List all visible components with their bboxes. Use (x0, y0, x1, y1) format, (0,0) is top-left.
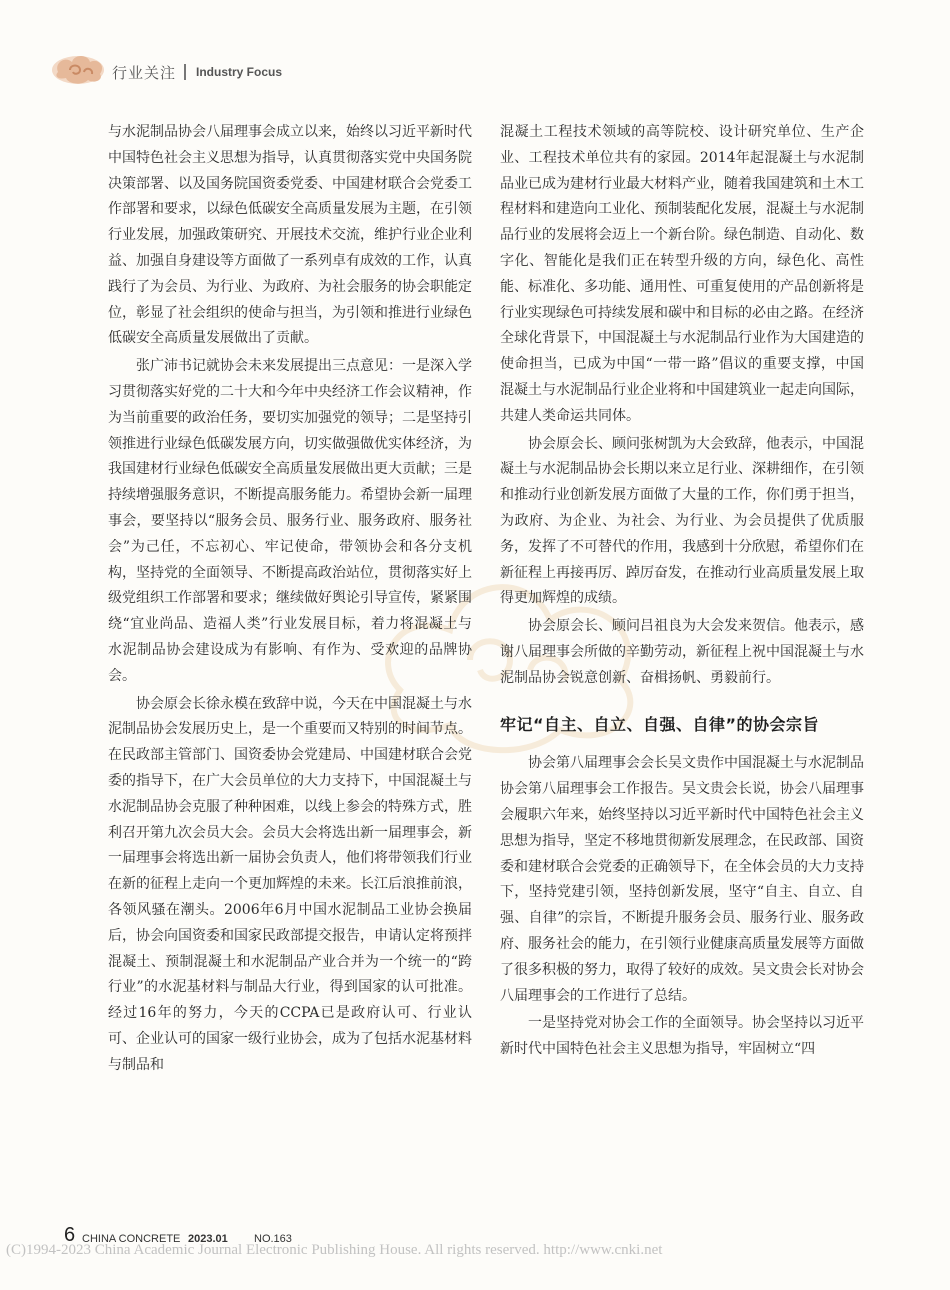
issue-number: NO.163 (254, 1233, 292, 1245)
paragraph: 一是坚持党对协会工作的全面领导。协会坚持以习近平新时代中国特色社会主义思想为指导，牢固树立“四 (500, 1015, 864, 1058)
right-column (500, 120, 864, 1065)
copyright-watermark: (C)1994-2023 China Academic Journal Electronic Publishing House. All rights reserved. http://www.cnki.net (6, 1242, 663, 1258)
paragraph: 协会原会长、顾问张树凯为大会致辞，他表示，中国混凝土与水泥制品协会长期以来立足行业、深耕细作，在引领和推动行业创新发展方面做了大量的工作，你们勇于担当，为政府、为企业、为社会、为行业、为会员提供了优质服务，发挥了不可替代的作用，我感到十分欣慰，希望你们在新征程上再接再厉、踔厉奋发，在推动行业高质量发展上取得更加辉煌的成绩。 (500, 435, 864, 607)
page-header (50, 48, 910, 88)
section-title-cn: 行业关注 (112, 64, 177, 82)
magazine-name: CHINA CONCRETE (82, 1233, 181, 1245)
header-divider (184, 64, 186, 80)
paragraph: 张广沛书记就协会未来发展提出三点意见：一是深入学习贯彻落实好党的二十大和今年中央经济工作会议精神，作为当前重要的政治任务，要切实加强党的领导；二是坚持引领推进行业绿色低碳发展方向，切实做强做优实体经济，为我国建材行业绿色低碳安全高质量发展做出更大贡献；三是持续增强服务意识，不断提高服务能力。希望协会新一届理事会，要坚持以“服务会员、服务行业、服务政府、服务社会”为己任，不忘初心、牢记使命，带领协会和各分支机构，坚持党的全面领导、不断提高政治站位，贯彻落实好上级党组织工作部署和要求；继续做好舆论引导宣传，紧紧围绕“宜业尚品、造福人类”行业发展目标，着力将混凝土与水泥制品协会建设成为有影响、有作为、受欢迎的品牌协会。 (108, 358, 472, 684)
paragraph: 协会原会长徐永模在致辞中说，今天在中国混凝土与水泥制品协会发展历史上，是一个重要而又特别的时间节点。在民政部主管部门、国资委协会党建局、中国建材联合会党委的指导下，在广大会员单位的大力支持下，中国混凝土与水泥制品协会克服了种种困难，以线上参会的特殊方式，胜利召开第九次会员大会。会员大会将选出新一届理事会，新一届理事会将选出新一届协会负责人，他们将带领我们行业在新的征程上走向一个更加辉煌的未来。长江后浪推前浪，各领风骚在潮头。2006年6月中国水泥制品工业协会换届后，协会向国资委和国家民政部提交报告，申请认定将预拌混凝土、预制混凝土和水泥制品产业合并为一个统一的“跨行业”的水泥基材料与制品大行业，得到国家的认可批准。经过16年的努力，今天的CCPA已是政府认可、行业认可、企业认可的国家一级行业协会，成为了包括水泥基材料与制品和 (108, 695, 472, 1073)
auspicious-cloud-logo-icon (50, 48, 110, 88)
page-number: 6 (64, 1224, 76, 1246)
paragraph: 协会原会长、顾问吕祖良为大会发来贺信。他表示，感谢八届理事会所做的辛勤劳动，新征程上祝中国混凝土与水泥制品协会锐意创新、奋楫扬帆、勇毅前行。 (500, 618, 864, 686)
paragraph: 混凝土工程技术领域的高等院校、设计研究单位、生产企业、工程技术单位共有的家园。2014年起混凝土与水泥制品业已成为建材行业最大材料产业，随着我国建筑和土木工程材料和建造向工业化、预制装配化发展，混凝土与水泥制品行业的发展将会迈上一个新台阶。绿色制造、自动化、数字化、智能化是我们正在转型升级的方向，绿色化、高性能、标准化、多功能、通用性、可重复使用的产品创新将是行业实现绿色可持续发展和碳中和目标的必由之路。在经济全球化背景下，中国混凝土与水泥制品行业作为大国建造的使命担当，已成为中国“一带一路”倡议的重要支撑，中国混凝土与水泥制品行业企业将和中国建筑业一起走向国际，共建人类命运共同体。 (500, 124, 864, 424)
issue-date: 2023.01 (188, 1233, 228, 1245)
left-column (108, 120, 472, 1080)
section-heading: 牢记“自主、自立、自强、自律”的协会宗旨 (500, 714, 820, 734)
paragraph: 协会第八届理事会会长吴文贵作中国混凝土与水泥制品协会第八届理事会工作报告。吴文贵会长说，协会八届理事会履职六年来，始终坚持以习近平新时代中国特色社会主义思想为指导，坚定不移地贯彻新发展理念，在民政部、国资委和建材联合会党委的正确领导下，在全体会员的大力支持下，坚持党建引领，坚持创新发展，坚守“自主、自立、自强、自律”的宗旨，不断提升服务会员、服务行业、服务政府、服务社会的能力，在引领行业健康高质量发展等方面做了很多积极的努力，取得了较好的成效。吴文贵会长对协会八届理事会的工作进行了总结。 (500, 755, 864, 1004)
paragraph: 与水泥制品协会八届理事会成立以来，始终以习近平新时代中国特色社会主义思想为指导，认真贯彻落实党中央国务院决策部署、以及国务院国资委党委、中国建材联合会党委工作部署和要求，以绿色低碳安全高质量发展为主题，在引领行业发展，加强政策研究、开展技术交流，维护行业企业利益、加强自身建设等方面做了一系列卓有成效的工作，认真践行了为会员、为行业、为政府、为社会服务的协会职能定位，彰显了社会组织的使命与担当，为引领和推进行业绿色低碳安全高质量发展做出了贡献。 (108, 124, 472, 347)
section-title-en: Industry Focus (196, 65, 283, 79)
